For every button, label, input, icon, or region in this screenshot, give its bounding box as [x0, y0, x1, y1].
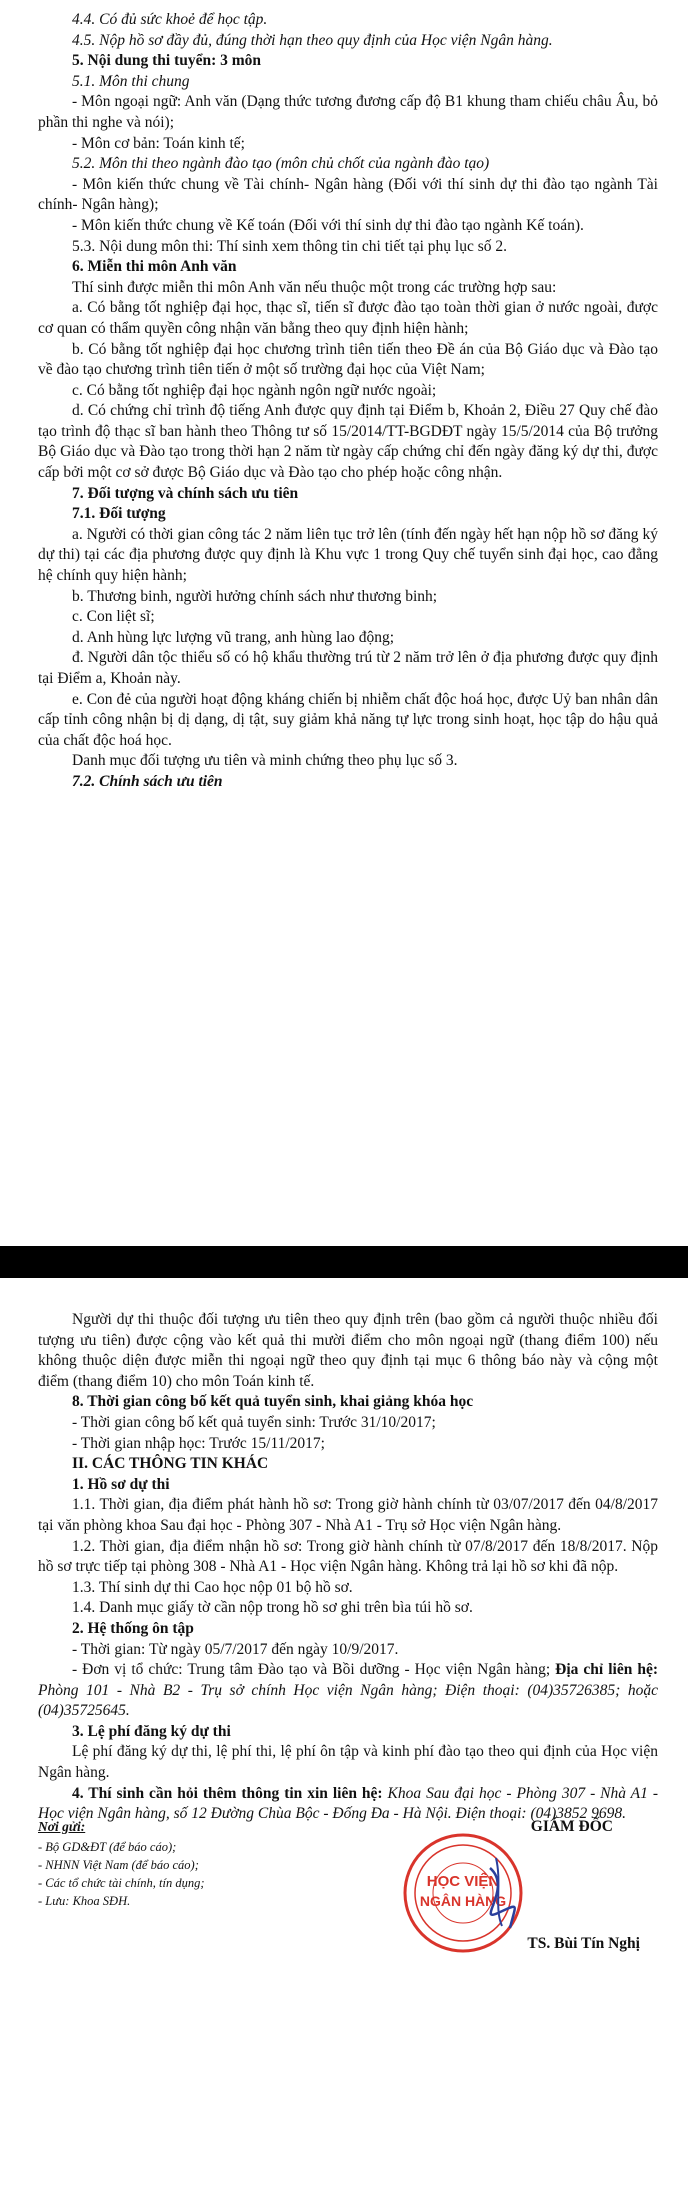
recipient-item: - Lưu: Khoa SĐH. [38, 1894, 131, 1908]
page1-paragraph: e. Con đẻ của người hoạt động kháng chiến bị nhiễm chất độc hoá học, được Uỷ ban nhân dân cấp tỉnh công nhận bị dị dạng, dị tật, suy giảm khả năng tự lực trong sinh hoạt, học tập do hậu quả của chất độc hoá học. [38, 690, 658, 749]
official-seal-icon [398, 1828, 528, 1958]
page1-paragraph: 5. Nội dung thi tuyển: 3 môn [72, 52, 262, 70]
page2-paragraph: - Đơn vị tổ chức: Trung tâm Đào tạo và Bồi dưỡng - Học viện Ngân hàng; Địa chỉ liên hệ: Phòng 101 - Nhà B2 - Trụ sở chính Học viện Ngân hàng; Điện thoại: (04)35726385; hoặc (04)35725645. [38, 1661, 658, 1720]
page1-paragraph: a. Có bằng tốt nghiệp đại học, thạc sĩ, tiến sĩ được đào tạo toàn thời gian ở nước ngoài, được cơ quan có thẩm quyền công nhận văn bằng theo quy định hiện hành; [38, 299, 658, 337]
page-2-body [38, 1310, 658, 1825]
page1-paragraph: c. Con liệt sĩ; [72, 608, 155, 626]
page2-paragraph: - Thời gian công bố kết quả tuyển sinh: Trước 31/10/2017; [72, 1413, 436, 1431]
page1-paragraph: - Môn ngoại ngữ: Anh văn (Dạng thức tương đương cấp độ B1 khung tham chiếu châu Âu, bỏ phần thi nghe và nói); [38, 93, 658, 131]
seal-text-line2: NGÂN HÀNG [419, 1893, 507, 1909]
page1-paragraph: 4.5. Nộp hồ sơ đầy đủ, đúng thời hạn theo quy định của Học viện Ngân hàng. [72, 31, 553, 49]
recipient-item: - Các tổ chức tài chính, tín dụng; [38, 1876, 205, 1890]
page1-paragraph: c. Có bằng tốt nghiệp đại học ngành ngôn ngữ nước ngoài; [72, 381, 437, 399]
page2-paragraph: 1.1. Thời gian, địa điểm phát hành hồ sơ: Trong giờ hành chính từ 03/07/2017 đến 04/8/2017 tại văn phòng khoa Sau đại học - Phòng 307 - Nhà A1 - Trụ sở Học viện Ngân hàng. [38, 1496, 658, 1534]
page-1-body [38, 10, 658, 793]
page1-paragraph: d. Có chứng chỉ trình độ tiếng Anh được quy định tại Điểm b, Khoản 2, Điều 27 Quy chế đào tạo trình độ thạc sĩ ban hành theo Thông tư số 15/2014/TT-BGDĐT ngày 15/5/2014 của Bộ trưởng Bộ Giáo dục và Đào tạo trong thời hạn 2 năm từ ngày cấp chứng chỉ đến ngày đăng ký dự thi, được cấp bởi một cơ sở được Bộ Giáo dục và Đào tạo cho phép hoặc công nhận. [38, 402, 658, 482]
page2-paragraph: 2. Hệ thống ôn tập [72, 1619, 194, 1637]
page2-paragraph: 4. Thí sinh cần hỏi thêm thông tin xin liên hệ: Khoa Sau đại học - Phòng 307 - Nhà A1 - Học viện Ngân hàng, số 12 Đường Chùa Bộc - Đống Đa - Hà Nội. Điện thoại: (04)3852 9698. [38, 1784, 659, 1823]
page2-paragraph: 8. Thời gian công bố kết quả tuyển sinh, khai giảng khóa học [72, 1393, 474, 1411]
signature-block [383, 1818, 658, 2178]
page1-paragraph: a. Người có thời gian công tác 2 năm liên tục trở lên (tính đến ngày hết hạn nộp hồ sơ đăng ký dự thi) tại các địa phương được quy định là Khu vực 1 trong Quy chế tuyển sinh đại học, cao đẳng hệ chính quy hiện hành; [38, 525, 658, 585]
page1-paragraph: d. Anh hùng lực lượng vũ trang, anh hùng lao động; [72, 628, 395, 646]
page2-paragraph: 3. Lệ phí đăng ký dự thi [72, 1722, 231, 1740]
page2-paragraph: 1. Hồ sơ dự thi [72, 1475, 170, 1493]
recipient-item: - Bộ GD&ĐT (để báo cáo); [38, 1840, 177, 1854]
signer-name: TS. Bùi Tín Nghị [527, 1935, 640, 1952]
page1-paragraph: - Môn cơ bản: Toán kinh tế; [72, 134, 245, 152]
page1-paragraph: 5.3. Nội dung môn thi: Thí sinh xem thông tin chi tiết tại phụ lục số 2. [72, 237, 507, 255]
page1-paragraph: 7. Đối tượng và chính sách ưu tiên [72, 484, 299, 502]
recipients-block [38, 1818, 368, 1910]
page2-paragraph: Lệ phí đăng ký dự thi, lệ phí thi, lệ phí ôn tập và kinh phí đào tạo theo qui định của Học viện Ngân hàng. [38, 1743, 658, 1782]
page1-paragraph: Thí sinh được miễn thi môn Anh văn nếu thuộc một trong các trường hợp sau: [72, 278, 557, 296]
page1-paragraph: 7.2. Chính sách ưu tiên [72, 772, 223, 790]
page1-paragraph: b. Có bằng tốt nghiệp đại học chương trình tiên tiến theo Đề án của Bộ Giáo dục và Đào tạo về đào tạo chương trình tiên tiến ở một số trường đại học của Việt Nam; [38, 340, 658, 379]
page1-paragraph: b. Thương binh, người hưởng chính sách như thương binh; [72, 587, 438, 605]
signer-title: GIÁM ĐỐC [530, 1818, 613, 1835]
page1-paragraph: 5.1. Môn thi chung [72, 72, 190, 90]
page1-paragraph: 6. Miễn thi môn Anh văn [72, 258, 237, 276]
page-gap [0, 1010, 688, 1278]
page2-paragraph: 1.3. Thí sinh dự thi Cao học nộp 01 bộ hồ sơ. [72, 1578, 353, 1596]
page1-paragraph: Danh mục đối tượng ưu tiên và minh chứng theo phụ lục số 3. [72, 752, 458, 770]
page1-paragraph: đ. Người dân tộc thiểu số có hộ khẩu thường trú từ 2 năm trở lên ở địa phương được quy định tại Điểm a, Khoản này. [38, 649, 658, 687]
page2-paragraph: 1.4. Danh mục giấy tờ cần nộp trong hồ sơ ghi trên bìa túi hồ sơ. [72, 1599, 473, 1617]
page2-paragraph: Người dự thi thuộc đối tượng ưu tiên theo quy định trên (bao gồm cả người thuộc nhiều đối tượng ưu tiên) được cộng vào kết quả thi mười điểm cho môn ngoại ngữ (thang điểm 100) nếu không thuộc diện được miễn thi ngoại ngữ theo quy định tại mục 6 thông báo này và cộng một điểm (thang điểm 10) cho môn Toán kinh tế. [38, 1311, 658, 1390]
page1-paragraph: 7.1. Đối tượng [72, 505, 166, 523]
page1-paragraph: - Môn kiến thức chung về Tài chính- Ngân hàng (Đối với thí sinh dự thi đào tạo ngành Tài chính- Ngân hàng); [38, 175, 658, 214]
page2-paragraph: II. CÁC THÔNG TIN KHÁC [72, 1455, 269, 1473]
page2-paragraph: 1.2. Thời gian, địa điểm nhận hồ sơ: Trong giờ hành chính từ 07/8/2017 đến 18/8/2017. Nộp hồ sơ trực tiếp tại phòng 308 - Nhà A1 - Học viện Ngân hàng. Không trả lại hồ sơ khi đã nộp. [38, 1537, 658, 1576]
document-page-1 [0, 0, 688, 1010]
page1-paragraph: 5.2. Môn thi theo ngành đào tạo (môn chủ chốt của ngành đào tạo) [72, 155, 490, 173]
recipient-item: - NHNN Việt Nam (để báo cáo); [38, 1858, 199, 1872]
page2-paragraph: - Thời gian: Từ ngày 05/7/2017 đến ngày 10/9/2017. [72, 1640, 399, 1658]
seal-text-line1: HỌC VIỆN [426, 1873, 500, 1890]
recipients-title: Nơi gửi: [38, 1819, 86, 1834]
page1-paragraph: 4.4. Có đủ sức khoẻ để học tập. [72, 11, 268, 28]
page-separator-bar [0, 1246, 688, 1278]
page2-paragraph: - Thời gian nhập học: Trước 15/11/2017; [72, 1434, 325, 1452]
document-footer [38, 1818, 658, 2178]
page1-paragraph: - Môn kiến thức chung về Kế toán (Đối với thí sinh dự thi đào tạo ngành Kế toán). [72, 216, 584, 234]
